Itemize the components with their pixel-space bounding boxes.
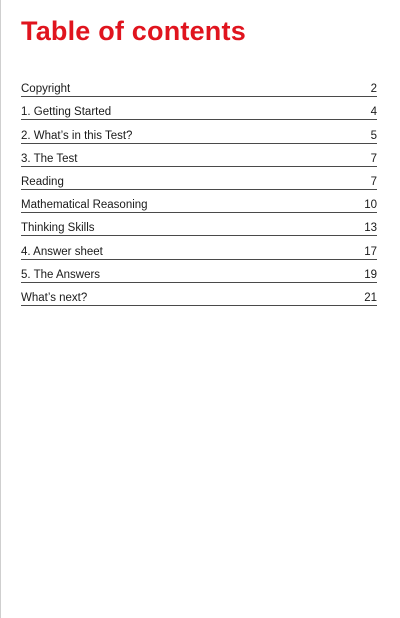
toc-entry-page-number: 4: [370, 106, 377, 119]
toc-entry-page-number: 2: [370, 83, 377, 96]
toc-entry-thinking-skills[interactable]: [21, 213, 377, 236]
toc-entry-answer-sheet[interactable]: [21, 236, 377, 259]
toc-entry-page-number: 21: [364, 291, 377, 304]
table-of-contents: [21, 74, 377, 306]
toc-entry-label: Copyright: [21, 83, 71, 96]
toc-entry-mathematical-reasoning[interactable]: [21, 190, 377, 213]
toc-entry-whats-next[interactable]: [21, 283, 377, 306]
toc-entry-page-number: 13: [364, 222, 377, 235]
toc-entry-page-number: 19: [364, 268, 377, 281]
page-title: Table of contents: [21, 16, 246, 46]
toc-entry-label: Thinking Skills: [21, 222, 95, 235]
toc-entry-copyright[interactable]: [21, 74, 377, 97]
toc-entry-the-answers[interactable]: [21, 260, 377, 283]
toc-entry-page-number: 5: [370, 129, 377, 142]
toc-entry-label: 3. The Test: [21, 152, 78, 165]
toc-entry-label: 2. What’s in this Test?: [21, 129, 133, 142]
toc-entry-label: Reading: [21, 175, 64, 188]
toc-entry-label: Mathematical Reasoning: [21, 199, 148, 212]
toc-entry-page-number: 10: [364, 199, 377, 212]
toc-entry-label: 1. Getting Started: [21, 106, 112, 119]
toc-entry-getting-started[interactable]: [21, 97, 377, 120]
toc-entry-label: 5. The Answers: [21, 268, 101, 281]
toc-entry-the-test[interactable]: [21, 144, 377, 167]
toc-entry-label: What’s next?: [21, 291, 88, 304]
toc-entry-whats-in-this-test[interactable]: [21, 120, 377, 143]
toc-entry-page-number: 7: [370, 175, 377, 188]
toc-entry-reading[interactable]: [21, 167, 377, 190]
toc-entry-page-number: 17: [364, 245, 377, 258]
toc-entry-label: 4. Answer sheet: [21, 245, 103, 258]
toc-entry-page-number: 7: [370, 152, 377, 165]
